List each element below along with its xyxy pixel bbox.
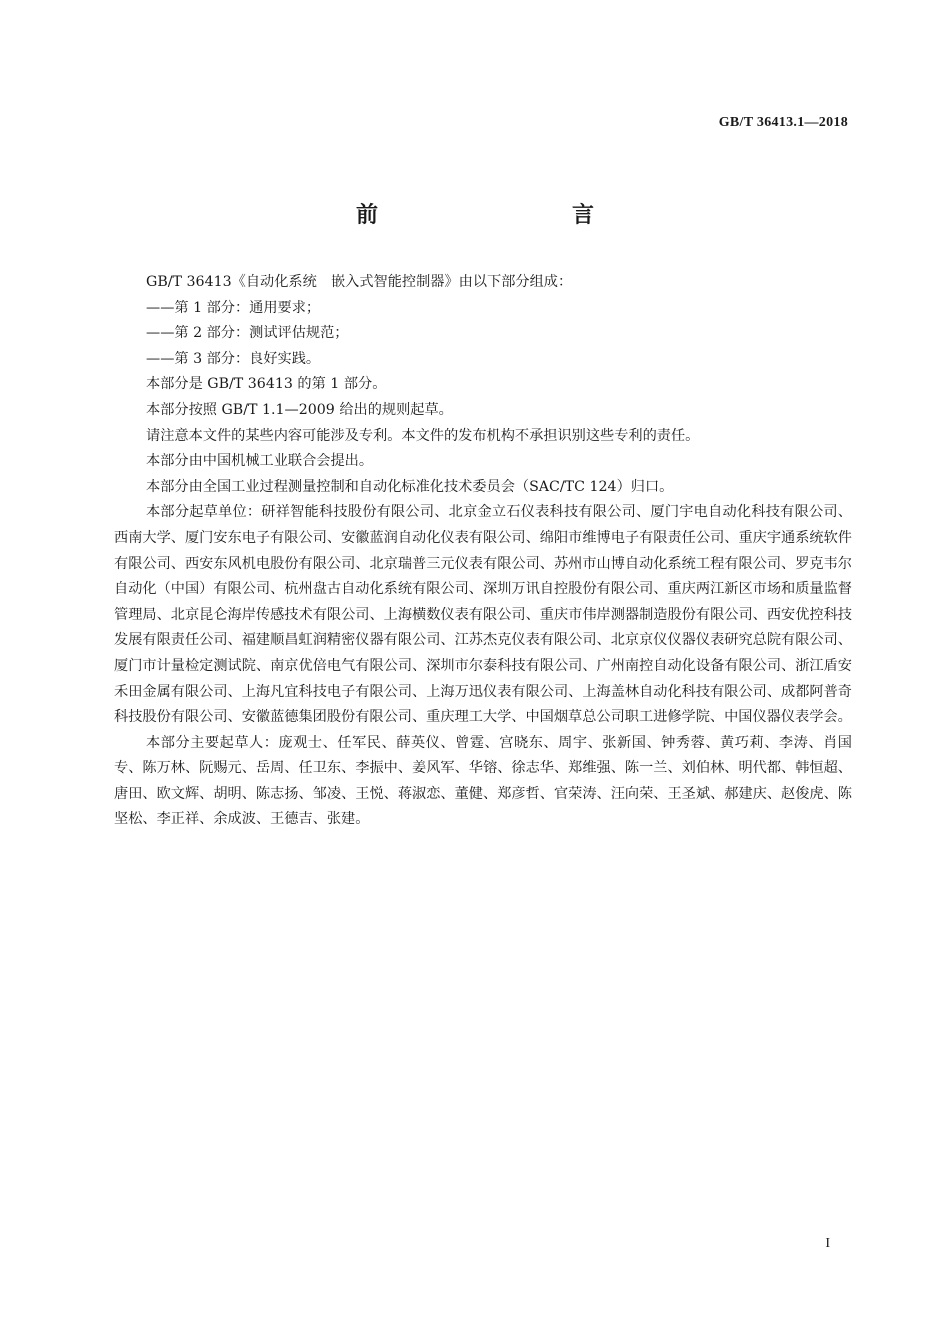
page-number: I: [825, 1236, 830, 1251]
paragraph-proposer: 本部分由中国机械工业联合会提出。: [146, 453, 374, 470]
paragraph-drafting-units: 本部分起草单位：研祥智能科技股份有限公司、北京金立石仪表科技有限公司、厦门宇电自动化科技有限公司、西南大学、厦门安东电子有限公司、安徽蓝润自动化仪表有限公司、绵阳市维博电子有限责任公司、重庆宇通系统软件有限公司、西安东风机电股份有限公司、北京瑞普三元仪表有限公司、苏州市山博自动化系统工程有限公司、罗克韦尔自动化（中国）有限公司、杭州盘古自动化系统有限公司、深圳万讯自控股份有限公司、重庆两江新区市场和质量监督管理局、北京昆仑海岸传感技术有限公司、上海横数仪表有限公司、重庆市伟岸测器制造股份有限公司、西安优控科技发展有限责任公司、福建顺昌虹润精密仪器有限公司、江苏杰克仪表有限公司、北京京仪仪器仪表研究总院有限公司、厦门市计量检定测试院、南京优倍电气有限公司、深圳市尔泰科技有限公司、广州南控自动化设备有限公司、浙江盾安禾田金属有限公司、上海凡宜科技电子有限公司、上海万迅仪表有限公司、上海盖林自动化科技有限公司、成都阿普奇科技股份有限公司、安徽蓝德集团股份有限公司、重庆理工大学、中国烟草总公司职工进修学院、中国仪器仪表学会。: [114, 504, 852, 726]
page-title: 前 言: [355, 203, 644, 228]
paragraph-drafting-rules: 本部分按照 GB/T 1.1—2009 给出的规则起草。: [146, 401, 453, 418]
foreword-body: [114, 270, 852, 833]
list-item-part-3: ——第 3 部分：良好实践。: [146, 350, 321, 367]
list-item-part-2: ——第 2 部分：测试评估规范；: [146, 325, 349, 342]
paragraph-patent-notice: 请注意本文件的某些内容可能涉及专利。本文件的发布机构不承担识别这些专利的责任。: [146, 427, 700, 444]
paragraph-composition: GB/T 36413《自动化系统 嵌入式智能控制器》由以下部分组成：: [146, 274, 573, 290]
list-item-part-1: ——第 1 部分：通用要求；: [146, 299, 321, 316]
paragraph-committee: 本部分由全国工业过程测量控制和自动化标准化技术委员会（SAC/TC 124）归口。: [146, 478, 674, 495]
paragraph-part-number: 本部分是 GB/T 36413 的第 1 部分。: [146, 376, 387, 393]
paragraph-drafters: 本部分主要起草人：庞观士、任军民、薛英仪、曾霆、宫晓东、周宇、张新国、钟秀蓉、黄巧莉、李涛、肖国专、陈万林、阮赐元、岳周、任卫东、李振中、姜风军、华镕、徐志华、郑维强、陈一兰、刘伯林、明代都、韩恒超、唐田、欧文辉、胡明、陈志扬、邹凌、王悦、蒋淑恋、董健、郑彦哲、官荣涛、汪向荣、王圣斌、郝建庆、赵俊虎、陈坚松、李正祥、余成波、王德吉、张建。: [114, 734, 852, 828]
standard-code: GB/T 36413.1—2018: [718, 115, 848, 130]
